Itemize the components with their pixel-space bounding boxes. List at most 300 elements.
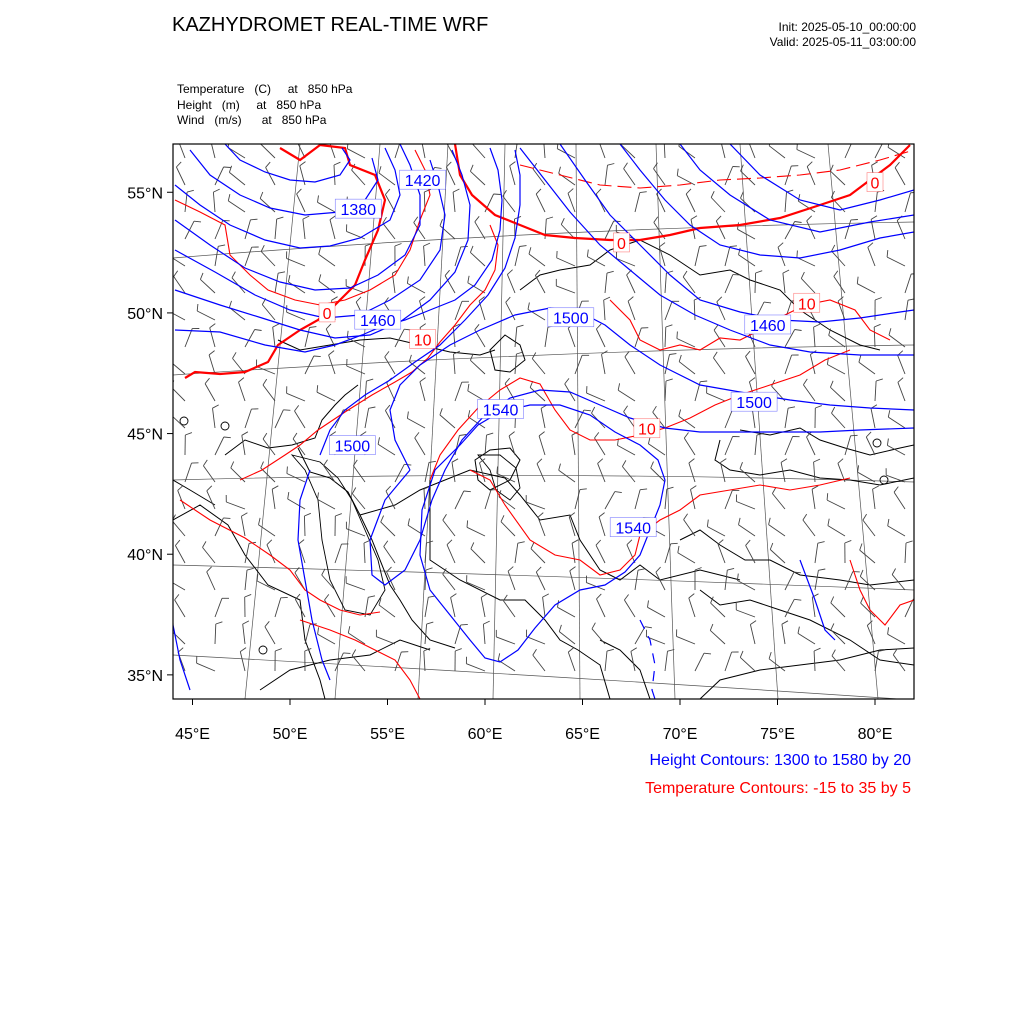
- wind-barb: [871, 219, 875, 239]
- wind-barb-feather: [322, 569, 325, 575]
- wind-barb: [379, 605, 395, 617]
- wind-barb-feather: [420, 378, 426, 382]
- wind-barb: [834, 276, 845, 293]
- wind-barb: [695, 653, 704, 671]
- wind-barb: [559, 632, 575, 644]
- wind-barb: [832, 413, 846, 428]
- wind-barb: [677, 176, 695, 185]
- wind-barb-feather: [408, 519, 409, 526]
- wind-barb-feather: [352, 650, 356, 656]
- temperature-contour-15-south: [470, 470, 850, 575]
- wind-barb-feather: [178, 486, 183, 491]
- wind-barb-feather: [720, 135, 726, 139]
- wind-barb: [859, 362, 875, 374]
- wind-barb-feather: [459, 435, 466, 436]
- wind-barb-feather: [710, 624, 713, 630]
- wind-barb-feather: [539, 432, 545, 436]
- wind-barb: [830, 387, 845, 401]
- wind-barb-feather: [537, 459, 542, 464]
- wind-barb-feather: [261, 138, 264, 144]
- wind-barb-feather: [570, 567, 576, 571]
- wind-barb-feather: [834, 271, 838, 277]
- wind-barb: [334, 165, 335, 185]
- wind-barb-feather: [873, 486, 879, 489]
- wind-barb: [812, 489, 815, 509]
- wind-barb-feather: [803, 514, 807, 520]
- wind-barb: [424, 651, 425, 671]
- wind-barb-feather: [596, 189, 601, 194]
- wind-barb-feather: [426, 568, 433, 570]
- wind-barb-feather: [860, 544, 862, 551]
- wind-barb-feather: [409, 355, 411, 362]
- wind-barb-feather: [654, 217, 658, 223]
- wind-barb: [240, 652, 245, 671]
- wind-barb-feather: [801, 272, 804, 278]
- wind-barb: [446, 167, 455, 185]
- wind-barb: [424, 489, 425, 509]
- wind-barb: [618, 390, 635, 401]
- wind-barb-feather: [640, 489, 647, 490]
- wind-barb-feather: [832, 407, 835, 413]
- wind-barb-feather: [664, 135, 670, 138]
- wind-barb-feather: [860, 570, 863, 577]
- wind-barb-feather: [407, 277, 408, 284]
- wind-barb-feather: [717, 297, 722, 302]
- wind-barb: [425, 462, 429, 482]
- wind-barb: [725, 275, 733, 293]
- wind-barb-feather: [470, 354, 473, 361]
- wind-barb: [556, 286, 575, 293]
- wind-barb: [599, 517, 605, 536]
- wind-barb-feather: [385, 351, 389, 357]
- wind-barb: [455, 491, 464, 509]
- valid-time: Valid: 2025-05-11_03:00:00: [769, 35, 916, 49]
- wind-barb-feather: [508, 567, 513, 572]
- wind-barb-feather: [884, 140, 891, 141]
- wind-barb: [536, 572, 545, 590]
- wind-barb-feather: [638, 569, 645, 570]
- wind-barb: [755, 273, 756, 293]
- wind-barb: [172, 521, 185, 536]
- wind-barb: [455, 247, 461, 266]
- wind-barb-feather: [887, 250, 888, 257]
- wind-barb: [545, 327, 548, 347]
- wind-barb: [769, 659, 785, 671]
- wind-barb-feather: [536, 189, 541, 194]
- height-contour-label: 1540: [482, 402, 519, 420]
- wind-barb-feather: [207, 486, 212, 491]
- wind-barb-feather: [360, 432, 366, 436]
- wind-barb-feather: [210, 324, 216, 328]
- wind-barb: [261, 252, 275, 267]
- wind-barb: [452, 462, 455, 482]
- wind-barb-feather: [679, 355, 681, 362]
- lat-tick-label: 50°N: [127, 305, 163, 323]
- wind-barb-feather: [329, 351, 335, 355]
- wind-barb-feather: [178, 135, 183, 140]
- wind-barb-feather: [447, 540, 452, 545]
- wind-barb-feather: [243, 621, 249, 624]
- lon-tick-label: 80°E: [857, 726, 893, 743]
- wind-barb: [621, 144, 636, 158]
- wind-barb-feather: [565, 378, 569, 384]
- wind-barb-feather: [587, 250, 588, 257]
- wind-barb-feather: [604, 297, 610, 300]
- wind-barb: [207, 491, 215, 509]
- wind-barb: [421, 138, 425, 158]
- wind-barb-feather: [453, 189, 459, 192]
- wind-barb: [535, 275, 545, 293]
- wind-barb-feather: [185, 433, 192, 435]
- wind-barb: [295, 411, 306, 428]
- wind-barb: [531, 549, 545, 563]
- wind-barb-feather: [319, 274, 321, 281]
- wind-barb-feather: [507, 270, 512, 275]
- wind-barb: [210, 139, 215, 158]
- wind-barb-feather: [452, 459, 458, 462]
- wind-barb: [783, 273, 785, 293]
- wind-barb-feather: [218, 245, 225, 246]
- wind-barb-feather: [580, 489, 587, 490]
- wind-barb: [803, 520, 815, 536]
- wind-barb: [229, 308, 245, 321]
- wind-barb-feather: [659, 243, 665, 247]
- wind-barb-feather: [538, 513, 543, 518]
- wind-barb: [739, 255, 756, 266]
- wind-barb-feather: [247, 568, 254, 570]
- wind-barb-feather: [203, 541, 207, 547]
- wind-barb-feather: [263, 433, 267, 439]
- wind-barb: [503, 601, 515, 617]
- wind-barb: [207, 572, 215, 590]
- wind-barb-feather: [691, 216, 697, 220]
- wind-barb-feather: [451, 594, 457, 598]
- wind-barb: [537, 464, 545, 482]
- wind-barb: [470, 171, 485, 185]
- wind-barb-feather: [713, 352, 717, 358]
- wind-barb: [425, 597, 428, 617]
- wind-barb: [287, 258, 306, 266]
- wind-barb: [648, 607, 666, 617]
- wind-barb: [215, 518, 223, 536]
- wind-barb-feather: [468, 384, 469, 391]
- wind-barb: [275, 273, 278, 293]
- wind-barb: [383, 223, 395, 239]
- wind-barb-feather: [788, 407, 795, 408]
- wind-barb: [245, 247, 252, 266]
- wind-barb: [385, 195, 395, 213]
- wind-barb-feather: [887, 439, 888, 446]
- wind-barb-feather: [265, 621, 269, 626]
- wind-barb: [243, 624, 245, 644]
- wind-barb: [887, 257, 905, 266]
- height-contour-1460: [175, 148, 502, 352]
- wind-barb-feather: [544, 135, 550, 138]
- wind-barb-feather: [251, 219, 258, 220]
- wind-barb-feather: [684, 514, 688, 520]
- wind-barb-feather: [335, 514, 342, 516]
- wind-barb-feather: [651, 462, 654, 468]
- wind-barb: [167, 311, 185, 321]
- wind-barb-feather: [330, 432, 336, 436]
- wind-barb: [875, 192, 877, 212]
- wind-barb-feather: [868, 243, 873, 248]
- wind-barb-feather: [691, 486, 697, 490]
- wind-barb: [857, 284, 875, 293]
- wind-barb: [575, 355, 582, 374]
- wind-barb: [605, 221, 614, 239]
- wind-barb: [228, 201, 245, 212]
- wind-barb: [665, 301, 672, 320]
- wind-barb-feather: [677, 169, 678, 176]
- wind-barb: [739, 525, 756, 536]
- wind-barb: [769, 146, 785, 158]
- wind-barb: [475, 222, 485, 239]
- wind-barb: [328, 139, 335, 158]
- wind-barb-feather: [872, 162, 878, 166]
- wind-barb-feather: [343, 653, 350, 654]
- wind-barb: [888, 634, 905, 644]
- wind-barb-feather: [464, 491, 471, 492]
- wind-barb-feather: [468, 276, 469, 283]
- wind-barb: [529, 254, 545, 266]
- wind-barb-feather: [407, 412, 408, 419]
- wind-barb-feather: [288, 275, 290, 282]
- wind-barb: [209, 355, 215, 374]
- wind-barb: [330, 220, 335, 239]
- wind-barb: [245, 330, 255, 348]
- wind-barb-feather: [750, 621, 756, 625]
- wind-barb-feather: [893, 649, 897, 655]
- wind-barb: [170, 361, 185, 374]
- wind-barb-feather: [645, 627, 652, 628]
- wind-barb: [725, 167, 733, 186]
- wind-barb: [215, 624, 216, 644]
- wind-barb-feather: [718, 540, 723, 545]
- wind-barb: [245, 220, 251, 239]
- wind-barb-feather: [461, 624, 468, 625]
- wind-barb: [725, 490, 732, 509]
- wind-barb: [319, 281, 335, 293]
- height-contour-far-east: [800, 560, 835, 640]
- lat-tick-label: 35°N: [127, 667, 163, 685]
- wind-barb-feather: [517, 325, 524, 327]
- wind-barb: [874, 327, 875, 347]
- wind-barb-feather: [795, 222, 802, 223]
- wind-barb: [898, 382, 905, 401]
- wind-barb: [304, 516, 305, 536]
- wind-barb: [470, 252, 485, 266]
- wind-barb-feather: [326, 324, 331, 329]
- wind-barb-feather: [783, 270, 789, 273]
- wind-barb-feather: [769, 518, 771, 525]
- wind-barb-feather: [255, 330, 262, 331]
- wind-barb-feather: [240, 648, 246, 652]
- wind-barb-feather: [666, 379, 673, 381]
- wind-barb-feather: [818, 569, 825, 570]
- wind-barb-feather: [721, 459, 727, 463]
- wind-barb-feather: [245, 594, 252, 597]
- wind-barb-feather: [295, 405, 299, 411]
- wind-barb-feather: [223, 518, 230, 519]
- height-contour-1440-east: [620, 144, 914, 258]
- wind-barb: [627, 545, 635, 563]
- wind-barb-feather: [622, 460, 626, 466]
- wind-barb-feather: [287, 467, 288, 474]
- wind-barb-feather: [895, 162, 899, 167]
- wind-barb: [242, 435, 245, 455]
- wind-barb-feather: [503, 190, 507, 196]
- wind-barb-feather: [607, 271, 614, 273]
- wind-barb: [305, 625, 310, 644]
- wind-barb: [226, 502, 245, 509]
- temperature-contour-5-west: [175, 150, 430, 305]
- wind-barb-feather: [648, 600, 649, 607]
- wind-barb: [803, 385, 815, 401]
- wind-barb: [197, 663, 215, 671]
- wind-barb-feather: [859, 355, 861, 362]
- wind-barb-feather: [232, 272, 235, 278]
- wind-barb-feather: [599, 513, 605, 517]
- wind-barb-feather: [505, 378, 510, 383]
- wind-barb: [807, 167, 815, 185]
- wind-barb-feather: [518, 542, 525, 544]
- wind-barb: [203, 547, 216, 563]
- wind-barb: [501, 522, 515, 536]
- wind-barb: [871, 408, 875, 428]
- wind-barb: [737, 581, 755, 591]
- wind-barb: [239, 382, 246, 401]
- wind-barb-feather: [293, 433, 297, 439]
- wind-barb: [679, 416, 695, 428]
- wind-barb: [897, 221, 905, 239]
- wind-barb: [305, 356, 314, 374]
- wind-barb: [866, 437, 875, 455]
- wind-barb: [827, 365, 845, 375]
- wind-barb: [470, 360, 485, 374]
- wind-barb: [628, 301, 635, 320]
- wind-barb-feather: [861, 597, 864, 603]
- wind-barb-feather: [838, 297, 843, 302]
- wind-barb: [515, 327, 517, 347]
- wind-barb-feather: [379, 166, 381, 173]
- wind-barb: [178, 490, 185, 509]
- wind-barb-feather: [686, 189, 691, 194]
- wind-barb-feather: [561, 218, 564, 224]
- wind-barb: [273, 327, 275, 347]
- wind-barb-feather: [303, 216, 309, 219]
- wind-barb: [873, 489, 875, 509]
- wind-barb-feather: [506, 297, 511, 302]
- wind-barb-feather: [520, 246, 527, 247]
- wind-barb: [300, 166, 305, 185]
- wind-barb: [625, 357, 635, 374]
- wind-barb-feather: [427, 622, 434, 624]
- wind-barb-feather: [385, 405, 390, 410]
- wind-barb-feather: [863, 514, 867, 520]
- height-contour-1460-east: [560, 144, 914, 322]
- wind-barb-feather: [677, 332, 678, 339]
- temperature-contour-legend: Temperature Contours: -15 to 35 by 5: [645, 780, 911, 797]
- wind-barb: [572, 435, 575, 455]
- wind-barb: [262, 305, 275, 320]
- wind-barb-feather: [888, 519, 889, 526]
- height-contour-label: 1500: [553, 310, 589, 328]
- wind-barb: [736, 502, 755, 510]
- wind-barb: [905, 543, 906, 563]
- wind-barb-feather: [528, 303, 529, 310]
- wind-barb: [318, 499, 336, 509]
- wind-barb-feather: [470, 165, 473, 172]
- wind-barb-feather: [194, 221, 201, 222]
- wind-barb: [665, 489, 667, 509]
- wind-barb-feather: [851, 435, 858, 436]
- wind-barb-feather: [716, 216, 721, 221]
- wind-barb: [558, 607, 576, 617]
- wind-barb: [378, 444, 395, 455]
- wind-barb-feather: [310, 327, 317, 328]
- wind-barb: [875, 381, 876, 401]
- wind-barb-feather: [666, 325, 673, 327]
- wind-barb: [266, 167, 275, 185]
- wind-barb: [827, 500, 845, 509]
- wind-barb-feather: [175, 594, 179, 600]
- wind-barb: [798, 633, 815, 644]
- wind-barb: [536, 194, 545, 212]
- wind-barb-feather: [782, 621, 788, 624]
- wind-barb: [665, 355, 670, 375]
- lon-tick-label: 65°E: [565, 726, 600, 743]
- wind-barb-feather: [832, 650, 835, 656]
- wind-barb-feather: [429, 461, 436, 462]
- lon-tick-label: 70°E: [662, 726, 698, 743]
- wind-barb-feather: [324, 460, 328, 466]
- wind-barb: [736, 610, 755, 617]
- wind-barb-feather: [815, 406, 822, 408]
- height-contour-label: 1500: [736, 395, 772, 413]
- wind-barb: [200, 279, 215, 293]
- wind-barb: [716, 221, 725, 239]
- wind-barb: [905, 300, 908, 320]
- wind-barb-feather: [827, 493, 828, 500]
- wind-barb-feather: [831, 597, 834, 603]
- wind-barb-feather: [435, 167, 442, 168]
- wind-barb: [485, 490, 491, 509]
- wind-barb-feather: [631, 648, 637, 652]
- wind-barb: [317, 392, 335, 401]
- wind-barb: [570, 571, 575, 590]
- wind-barb-feather: [830, 381, 833, 388]
- wind-barb-feather: [414, 217, 418, 223]
- wind-barb-feather: [531, 542, 534, 548]
- wind-barb: [575, 490, 580, 509]
- wind-barb: [415, 438, 425, 455]
- wind-barb-feather: [628, 297, 633, 302]
- wind-barb-feather: [584, 410, 591, 411]
- wind-barb-feather: [273, 324, 279, 327]
- wind-barb-feather: [640, 192, 647, 193]
- wind-barb-feather: [317, 385, 318, 392]
- wind-barb: [707, 527, 725, 536]
- wind-barb: [335, 653, 343, 671]
- wind-barb: [532, 359, 545, 374]
- wind-barb: [287, 393, 305, 401]
- wind-barb-feather: [328, 135, 333, 140]
- wind-barb: [665, 381, 666, 401]
- map-title: KAZHYDROMET REAL-TIME WRF: [172, 14, 489, 36]
- wind-barb-feather: [807, 162, 812, 167]
- wind-barb-feather: [670, 354, 677, 355]
